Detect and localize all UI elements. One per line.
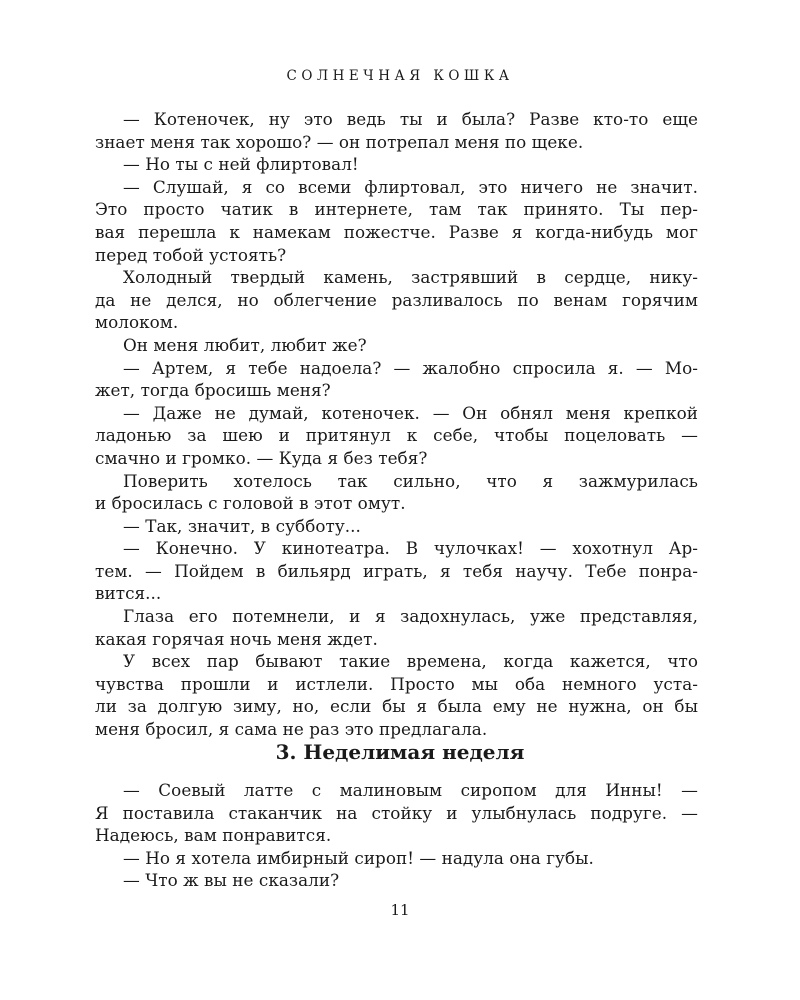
text-line: — Конечно. У кинотеатра. В чулочках! — хохотнул Ар- <box>123 538 698 559</box>
text-line: ли за долгую зиму, но, если бы я была ему не нужна, он бы <box>95 696 698 717</box>
text-line: тем. — Пойдем в бильярд играть, я тебя научу. Тебе понра- <box>95 560 698 581</box>
text-line: вится... <box>95 583 162 604</box>
text-line: смачно и громко. — Куда я без тебя? <box>95 447 428 468</box>
text-line: — Котеночек, ну это ведь ты и была? Разве кто-то еще <box>123 109 698 129</box>
text-line: да не делся, но облегчение разливалось по венам горячим <box>95 289 698 310</box>
text-line: жет, тогда бросишь меня? <box>95 380 331 401</box>
text-block-before-chapter <box>95 108 698 741</box>
text-line: — Артем, я тебе надоела? — жалобно спросила я. — Мо- <box>123 357 698 378</box>
text-line: У всех пар бывают такие времена, когда кажется, что <box>123 651 698 672</box>
text-line: Я поставила стаканчик на стойку и улыбнулась подруге. — <box>95 802 698 823</box>
text-line: чувства прошли и истлели. Просто мы оба немного уста- <box>95 673 698 694</box>
text-line: и бросилась с головой в этот омут. <box>95 493 406 514</box>
text-line: какая горячая ночь меня ждет. <box>95 628 378 649</box>
text-line: — Даже не думай, котеночек. — Он обнял меня крепкой <box>123 402 698 423</box>
text-line: Надеюсь, вам понравится. <box>95 825 332 846</box>
page-number: 11 <box>390 901 410 919</box>
text-line: — Слушай, я со всеми флиртовал, это ничего не значит. <box>123 176 698 197</box>
chapter-heading: 3. Неделимая неделя <box>275 740 525 764</box>
text-line: — Так, значит, в субботу... <box>123 515 361 536</box>
text-line: Холодный твердый камень, застрявший в сердце, нику- <box>123 267 698 288</box>
text-line: ладонью за шею и притянул к себе, чтобы поцеловать — <box>95 425 698 446</box>
text-line: Это просто чатик в интернете, там так принято. Ты пер- <box>95 199 698 220</box>
text-line: Поверить хотелось так сильно, что я зажмурилась <box>123 470 698 491</box>
text-line: перед тобой устоять? <box>95 244 287 265</box>
text-line: молоком. <box>95 312 179 333</box>
text-line: — Соевый латте с малиновым сиропом для Инны! — <box>123 780 698 800</box>
text-line: меня бросил, я сама не раз это предлагала. <box>95 719 488 740</box>
text-line: знает меня так хорошо? — он потрепал меня по щеке. <box>95 131 584 152</box>
text-line: — Но я хотела имбирный сироп! — надула она губы. <box>123 847 594 868</box>
text-line: — Что ж вы не сказали? <box>123 870 340 891</box>
running-header: СОЛНЕЧНАЯ КОШКА <box>286 68 514 84</box>
text-block-chapter-3 <box>95 779 698 892</box>
text-line: вая перешла к намекам пожестче. Разве я когда-нибудь мог <box>95 221 698 242</box>
text-line: — Но ты с ней флиртовал! <box>123 154 359 175</box>
text-line: Глаза его потемнели, и я задохнулась, уже представляя, <box>123 606 698 627</box>
text-line: Он меня любит, любит же? <box>123 334 367 355</box>
